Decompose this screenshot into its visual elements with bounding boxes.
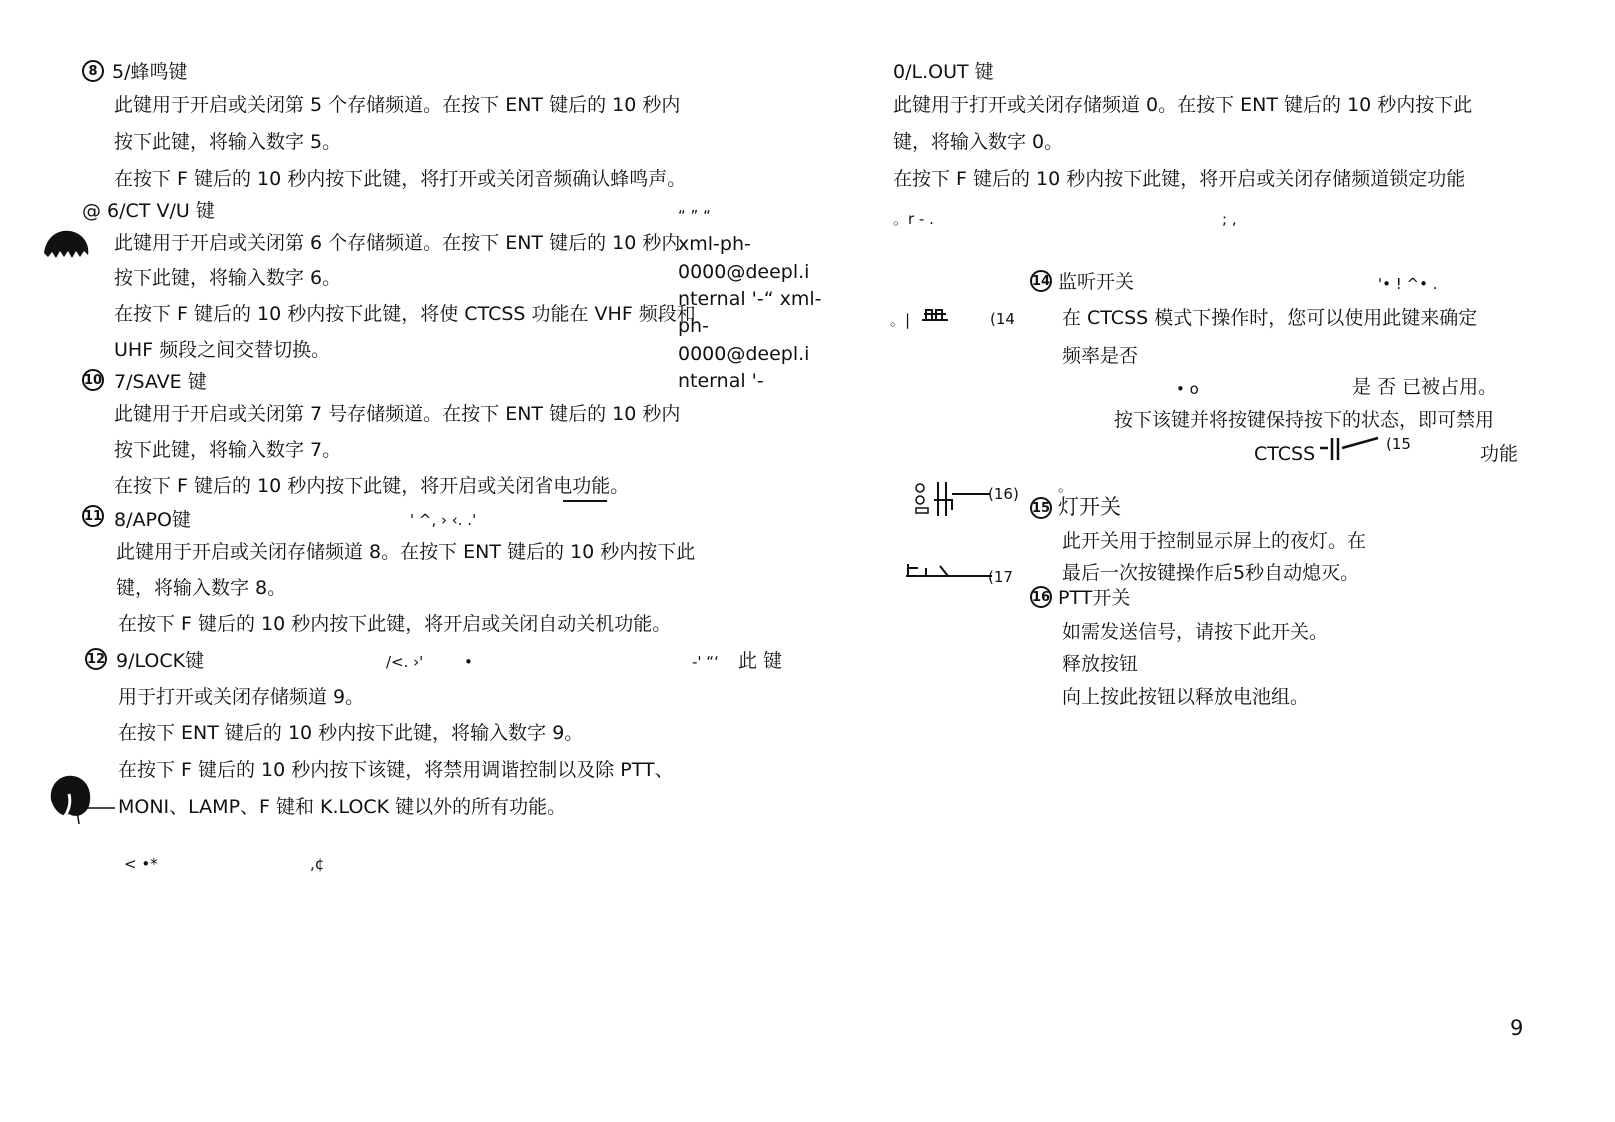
key-11-line-1: 此键用于开启或关闭存储频道 8。在按下 ENT 键后的 10 秒内按下此 [116,541,696,563]
key-9-title: @ 6/CT V/U 键 [82,200,215,222]
scan-noise: ' ^, › ‹. .' [410,511,477,529]
lamp-switch-title: 灯开关 [1058,495,1121,519]
overlay-artifact-5: 0000@deepl.i [678,343,810,365]
overlay-artifact-1: xml-ph- [678,233,751,255]
key-11-line-2: 键，将输入数字 8。 [116,577,287,599]
scan-noise: -' “‘ [692,653,719,671]
key-8-line-2: 按下此键，将输入数字 5。 [114,131,342,153]
ptt-switch-line-1: 如需发送信号，请按下此开关。 [1062,621,1329,643]
key-10-line-2: 按下此键，将输入数字 7。 [114,439,342,461]
key-0-line-2: 键，将输入数字 0。 [893,131,1064,153]
overlay-artifact-4: ph- [678,315,709,337]
overlay-artifact-6: nternal '- [678,370,764,392]
key-10-title: 7/SAVE 键 [114,371,207,393]
key-12-line-2: 在按下 ENT 键后的 10 秒内按下此键，将输入数字 9。 [118,722,584,744]
monitor-switch-line-2: 频率是否 [1062,345,1139,367]
key-10-line-3: 在按下 F 键后的 10 秒内按下此键，将开启或关闭省电功能。 [114,475,630,497]
callout-14: (14 [990,310,1015,328]
underline-mark [563,500,607,502]
scan-noise: “ ” “ [678,207,711,225]
monitor-switch-line-3: 是 否 已被占用。 [1352,376,1498,398]
ptt-switch-line-3: 向上按此按钮以释放电池组。 [1062,686,1310,708]
item-number-10: 10 [82,369,104,391]
key-9-line-4: UHF 频段之间交替切换。 [114,339,331,361]
overlay-artifact-2: 0000@deepl.i [678,261,810,283]
item-number-14: 14 [1030,270,1052,292]
monitor-switch-ctcss: CTCSS [1254,443,1316,465]
key-9-line-1: 此键用于开启或关闭第 6 个存储频道。在按下 ENT 键后的 10 秒内 [114,232,681,254]
scan-noise: '• ! ^• . [1378,275,1438,293]
scan-noise: ; , [1222,210,1237,228]
scan-noise: < •* [124,855,158,873]
monitor-switch-line-5: 功能 [1480,443,1519,465]
monitor-switch-line-1: 在 CTCSS 模式下操作时，您可以使用此键来确定 [1062,307,1478,329]
item-number-15: 15 [1030,497,1052,519]
key-12-title-tail: 此 键 [738,650,783,672]
scan-noise: ,¢ [310,855,325,873]
key-8-line-3: 在按下 F 键后的 10 秒内按下此键，将打开或关闭音频确认蜂鸣声。 [114,168,687,190]
monitor-switch-line-4: 按下该键并将按键保持按下的状态，即可禁用 [1114,409,1495,431]
key-8-title: 5/蜂鸣键 [112,61,188,83]
key-9-line-2: 按下此键，将输入数字 6。 [114,267,342,289]
key-0-line-1: 此键用于打开或关闭存储频道 0。在按下 ENT 键后的 10 秒内按下此 [893,94,1473,116]
key-12-line-3: 在按下 F 键后的 10 秒内按下该键，将禁用调谐控制以及除 PTT、 [118,759,674,781]
scan-noise: 。| [890,311,911,329]
blot-illustration [40,225,92,261]
callout-15: (15 [1386,435,1411,453]
monitor-switch-title: 监听开关 [1058,271,1135,293]
scan-noise: • [464,653,473,671]
item-number-16: 16 [1030,586,1052,608]
item-number-11: 11 [82,505,104,527]
key-0-title: 0/L.OUT 键 [893,61,994,83]
key-0-line-3: 在按下 F 键后的 10 秒内按下此键，将开启或关闭存储频道锁定功能 [893,168,1466,190]
monitor-switch-end: 。 [1058,477,1074,495]
key-8-line-1: 此键用于开启或关闭第 5 个存储频道。在按下 ENT 键后的 10 秒内 [114,94,681,116]
radio-part-icon [912,480,992,518]
radio-part-icon [920,306,950,324]
callout-17: (17 [988,568,1013,586]
scan-noise: 。r - . [893,210,934,228]
key-10-line-1: 此键用于开启或关闭第 7 号存储频道。在按下 ENT 键后的 10 秒内 [114,403,681,425]
page-number: 9 [1510,1016,1524,1040]
radio-part-icon [1318,432,1382,464]
key-11-title: 8/APO键 [114,509,191,531]
ptt-switch-title: PTT开关 [1058,587,1131,609]
scan-noise: /<. ›' [386,653,424,671]
lamp-switch-line-2: 最后一次按键操作后5秒自动熄灭。 [1062,562,1360,584]
ptt-switch-line-2: 释放按钮 [1062,653,1139,675]
key-12-line-1: 用于打开或关闭存储频道 9。 [118,686,365,708]
callout-16: (16) [988,485,1019,503]
key-12-title: 9/LOCK键 [116,650,205,672]
key-11-line-3: 在按下 F 键后的 10 秒内按下此键，将开启或关闭自动关机功能。 [118,613,672,635]
radio-part-icon [904,560,994,582]
key-9-line-3: 在按下 F 键后的 10 秒内按下此键，将使 CTCSS 功能在 VHF 频段和 [114,303,696,325]
item-number-8: 8 [82,60,104,82]
scan-noise: • o [1176,380,1199,398]
item-number-12: 12 [85,648,107,670]
lamp-switch-line-1: 此开关用于控制显示屏上的夜灯。在 [1062,530,1367,552]
overlay-artifact-3: nternal '-“ xml- [678,288,822,310]
blot-illustration [45,772,117,830]
key-12-line-4: MONI、LAMP、F 键和 K.LOCK 键以外的所有功能。 [118,796,567,818]
